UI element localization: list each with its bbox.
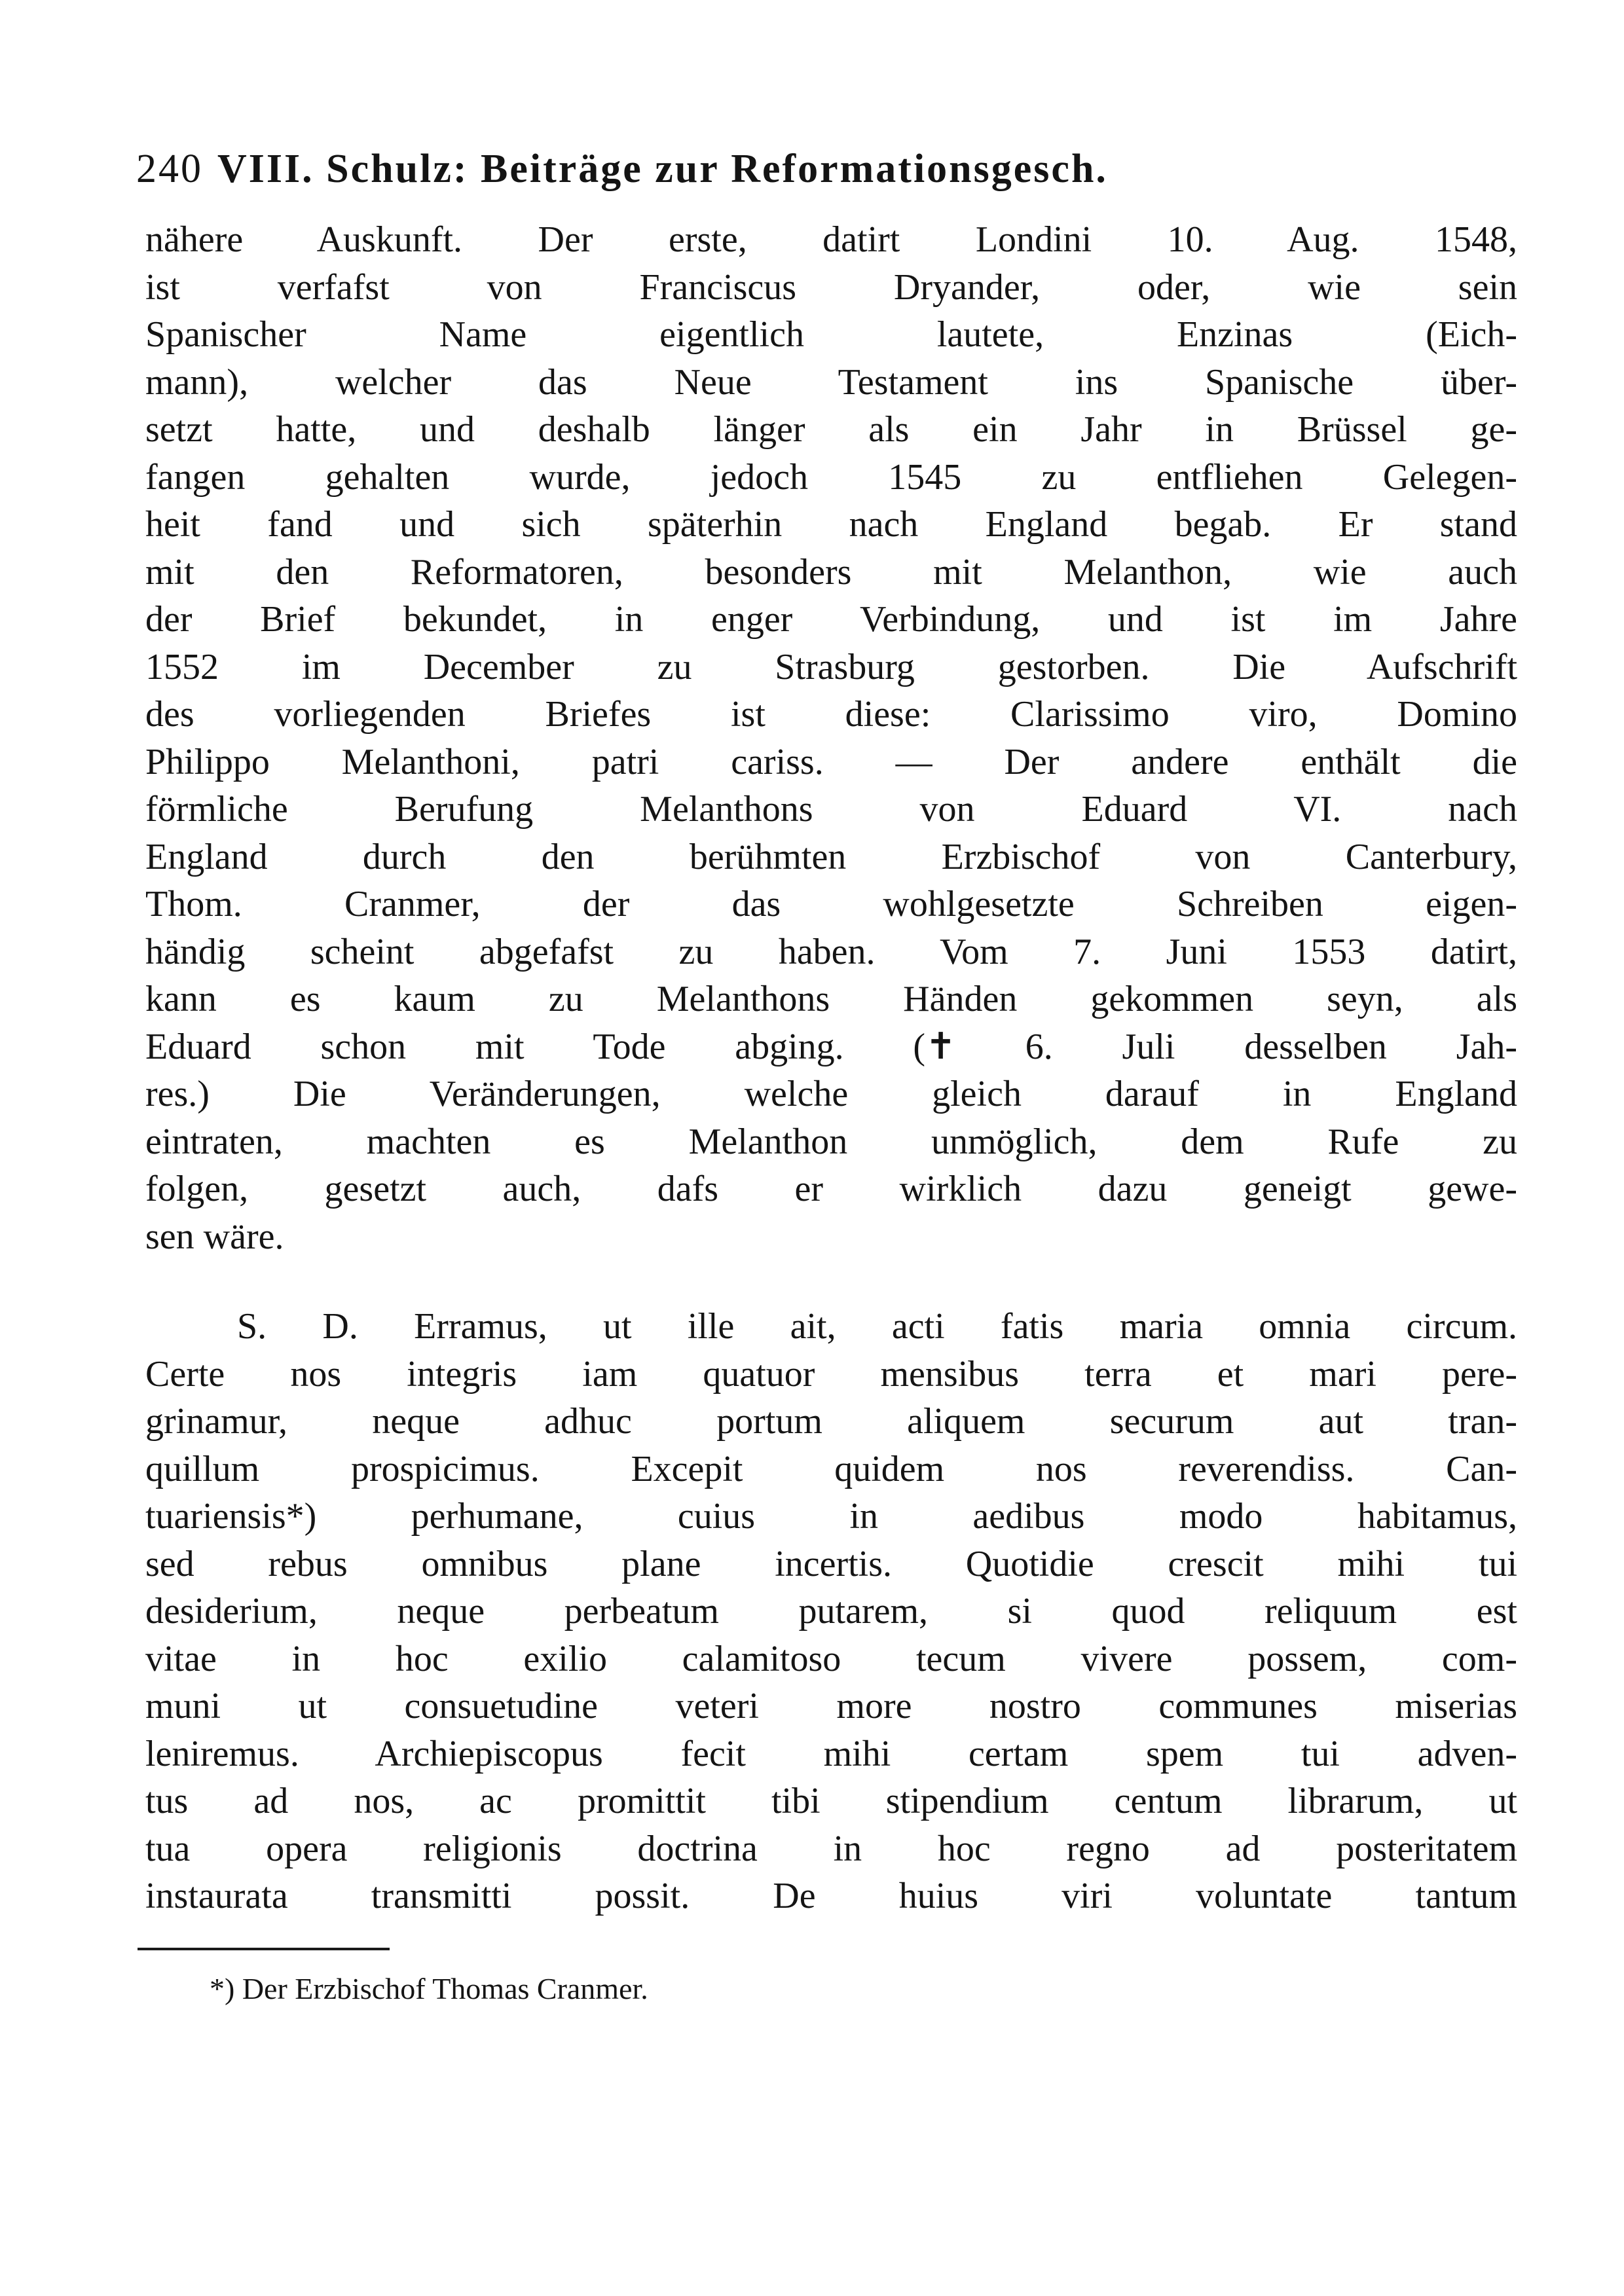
paragraph-1 <box>145 216 1517 1260</box>
text-line: setzt hatte, und deshalb länger als ein Jahr in Brüssel ge- <box>145 409 1517 450</box>
text-line: Eduard schon mit Tode abging. (✝ 6. Juli desselben Jah- <box>145 1026 1517 1067</box>
text-line: nähere Auskunft. Der erste, datirt Londini 10. Aug. 1548, <box>145 219 1517 260</box>
running-header <box>136 143 1518 195</box>
text-line: res.) Die Veränderungen, welche gleich darauf in England <box>145 1074 1517 1114</box>
text-line: händig scheint abgefafst zu haben. Vom 7. Juni 1553 datirt, <box>145 931 1517 972</box>
footnote: *) Der Erzbischof Thomas Cranmer. <box>210 1972 648 2005</box>
text-line: Spanischer Name eigentlich lautete, Enzinas (Eich- <box>145 314 1517 355</box>
text-line: Philippo Melanthoni, patri cariss. — Der andere enthält die <box>145 741 1517 782</box>
text-line: förmliche Berufung Melanthons von Eduard VI. nach <box>145 789 1517 829</box>
text-line: heit fand und sich späterhin nach England begab. Er stand <box>145 504 1517 545</box>
text-line: Thom. Cranmer, der das wohlgesetzte Schreiben eigen- <box>145 884 1517 924</box>
text-line: quillum prospicimus. Excepit quidem nos reverendiss. Can- <box>145 1448 1517 1489</box>
text-line: der Brief bekundet, in enger Verbindung, und ist im Jahre <box>145 599 1517 640</box>
text-line: tuariensis*) perhumane, cuius in aedibus modo habitamus, <box>145 1496 1517 1537</box>
page-number: 240 <box>136 147 203 191</box>
paragraph-2-letter <box>145 1303 1517 1920</box>
text-line: desiderium, neque perbeatum putarem, si quod reliquum est <box>145 1591 1517 1631</box>
text-line: muni ut consuetudine veteri more nostro communes miserias <box>145 1686 1517 1726</box>
text-line: des vorliegenden Briefes ist diese: Clarissimo viro, Domino <box>145 694 1517 735</box>
text-line: tua opera religionis doctrina in hoc regno ad posteritatem <box>145 1828 1517 1869</box>
header-title: VIII. Schulz: Beiträge zur Reformationsgesch. <box>217 147 1108 191</box>
text-line: fangen gehalten wurde, jedoch 1545 zu entfliehen Gelegen- <box>145 456 1517 498</box>
text-line: mit den Reformatoren, besonders mit Melanthon, wie auch <box>145 551 1517 592</box>
text-line: mann), welcher das Neue Testament ins Spanische über- <box>145 361 1517 403</box>
footnote-divider <box>138 1948 390 1950</box>
text-line: sed rebus omnibus plane incertis. Quotidie crescit mihi tui <box>145 1543 1517 1584</box>
text-line: sen wäre. <box>145 1216 284 1257</box>
text-line: folgen, gesetzt auch, dafs er wirklich dazu geneigt gewe- <box>145 1169 1517 1209</box>
text-line: kann es kaum zu Melanthons Händen gekommen seyn, als <box>145 979 1517 1019</box>
text-line: eintraten, machten es Melanthon unmöglich, dem Rufe zu <box>145 1121 1517 1162</box>
text-line: 1552 im December zu Strasburg gestorben. Die Aufschrift <box>145 646 1517 687</box>
text-line: instaurata transmitti possit. De huius viri voluntate tantum <box>145 1876 1517 1916</box>
text-line: S. D. Erramus, ut ille ait, acti fatis maria omnia circum. <box>237 1306 1517 1347</box>
text-line: leniremus. Archiepiscopus fecit mihi certam spem tui adven- <box>145 1733 1517 1774</box>
text-line: ist verfafst von Franciscus Dryander, oder, wie sein <box>145 266 1517 308</box>
text-line: vitae in hoc exilio calamitoso tecum vivere possem, com- <box>145 1638 1517 1679</box>
text-line: England durch den berühmten Erzbischof von Canterbury, <box>145 836 1517 877</box>
text-line: Certe nos integris iam quatuor mensibus terra et mari pere- <box>145 1353 1517 1394</box>
text-line: grinamur, neque adhuc portum aliquem securum aut tran- <box>145 1401 1517 1442</box>
text-line: tus ad nos, ac promittit tibi stipendium centum librarum, ut <box>145 1781 1517 1821</box>
